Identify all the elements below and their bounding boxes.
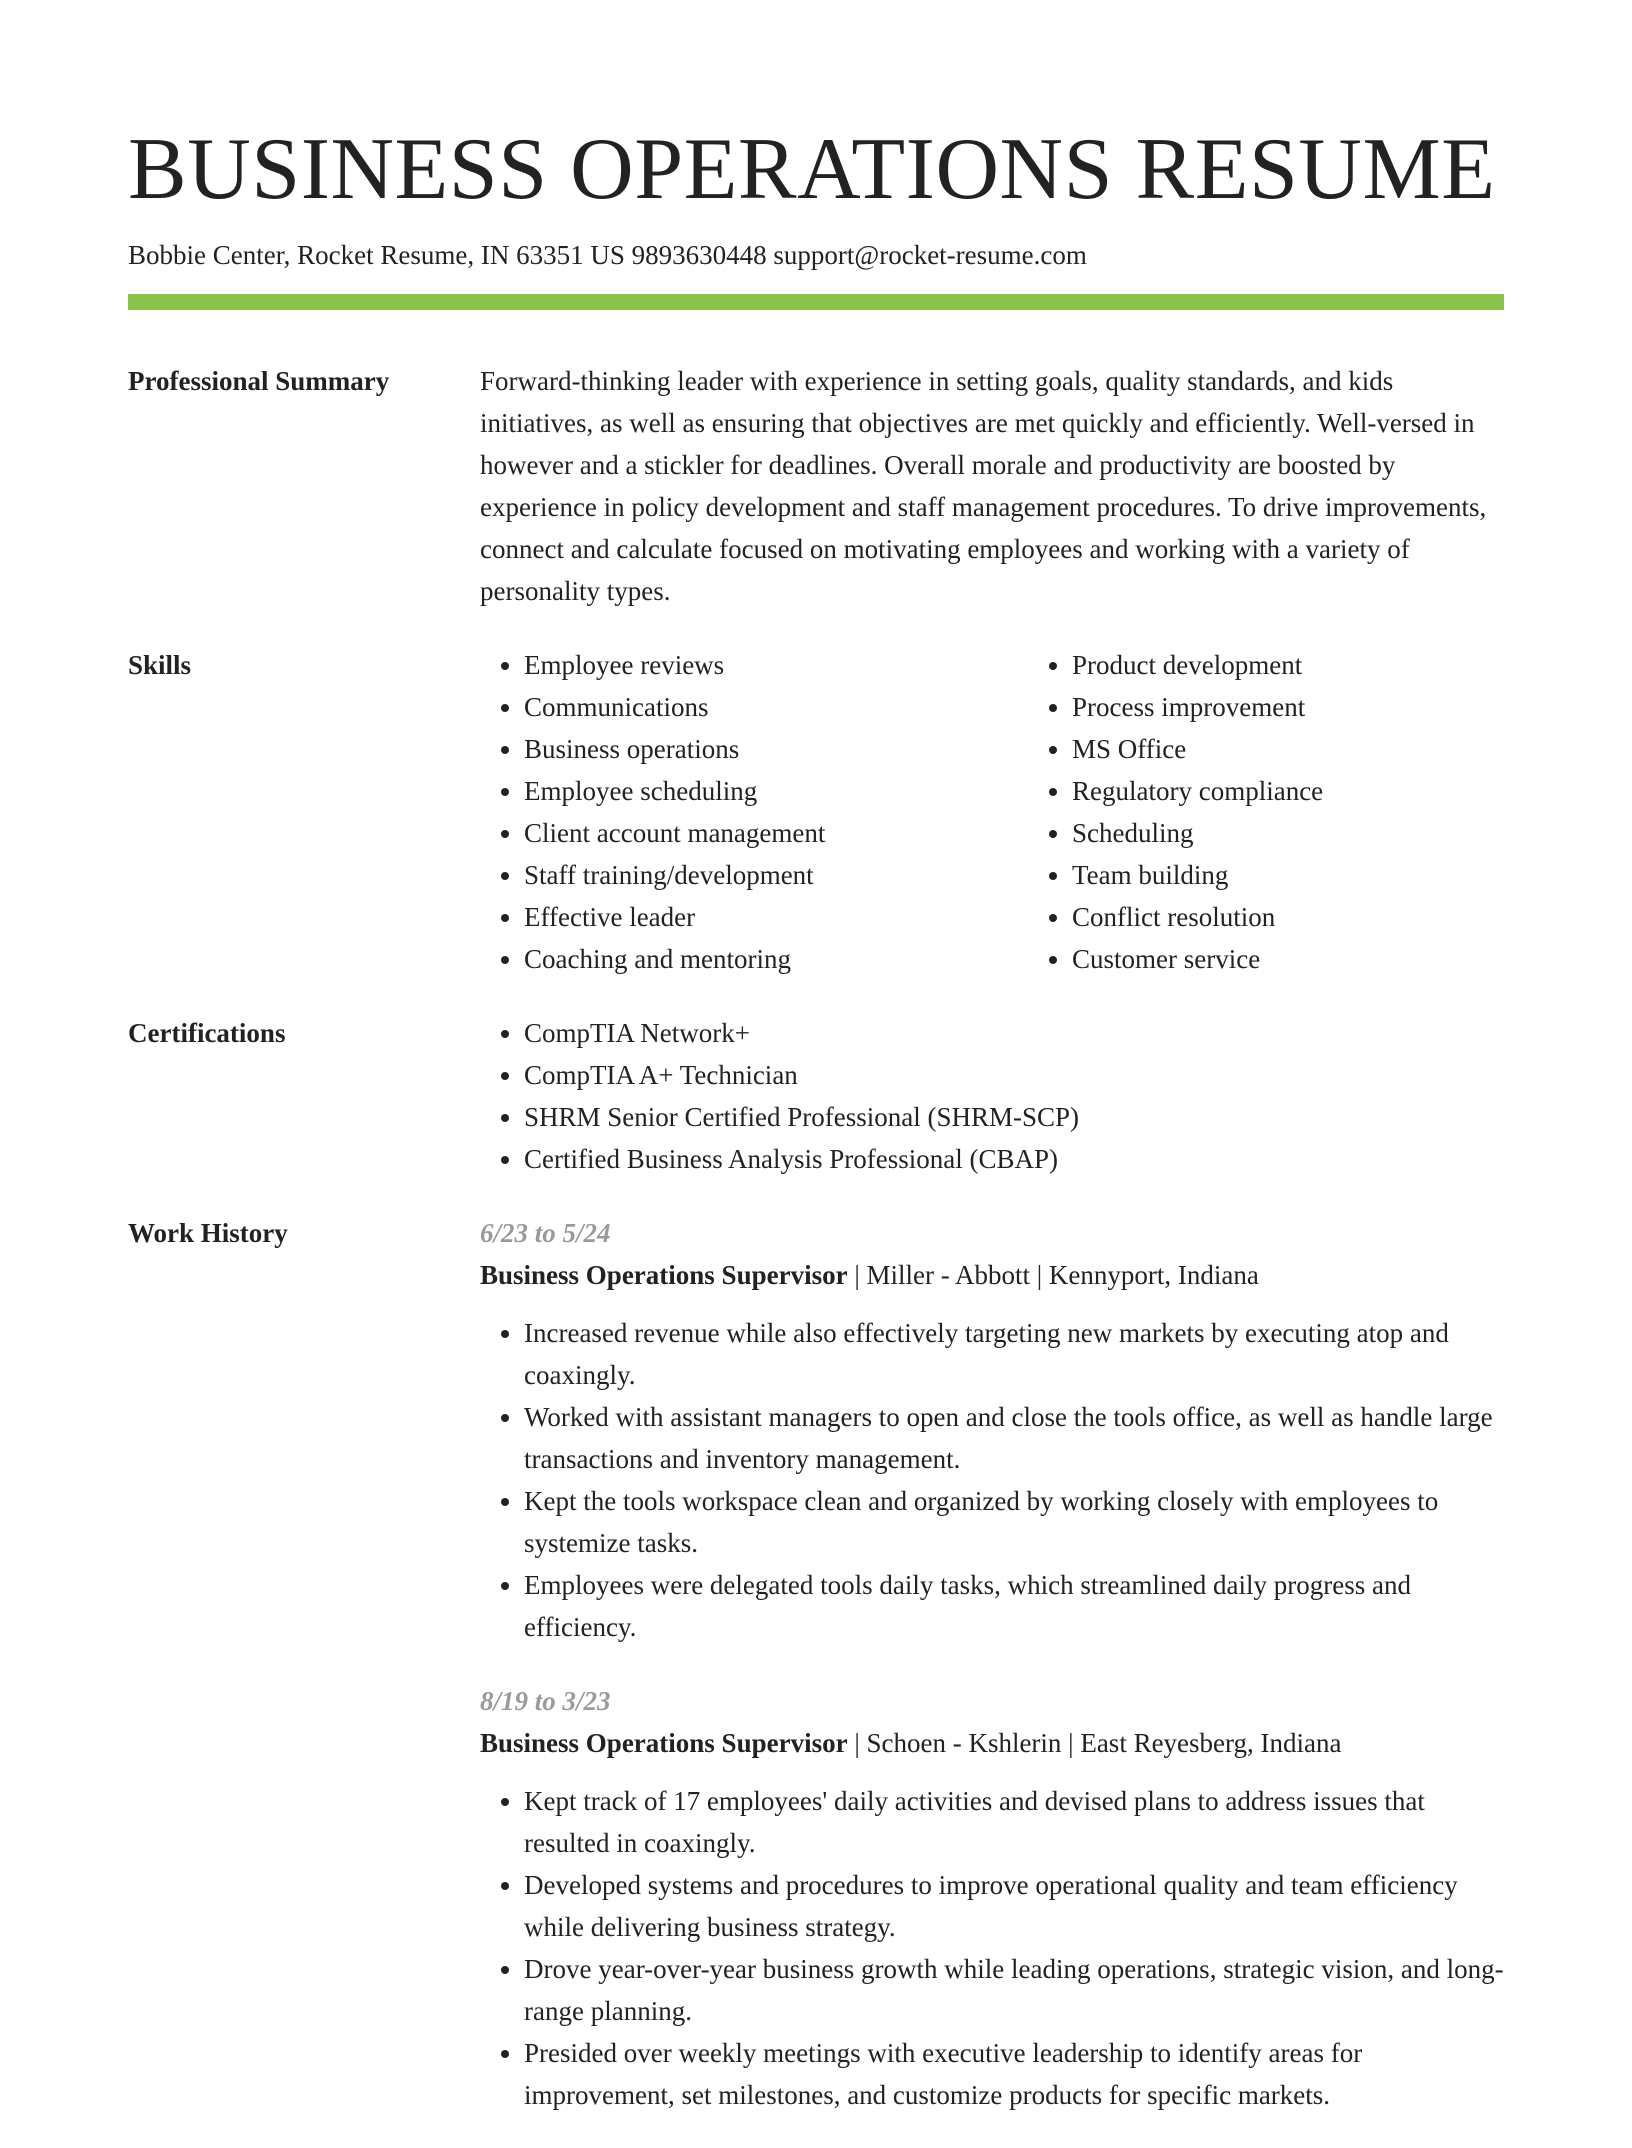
skill-item: • Employee reviews bbox=[524, 644, 1028, 686]
resume-page bbox=[128, 0, 1504, 2148]
work-history-section bbox=[128, 1212, 1504, 2148]
certifications-body bbox=[480, 1012, 1504, 1180]
job-entry bbox=[480, 1212, 1504, 1648]
job-employer-location: | Schoen - Kshlerin | East Reyesberg, Indiana bbox=[847, 1728, 1342, 1758]
summary-text: Forward-thinking leader with experience in setting goals, quality standards, and kids initiatives, as well as ensuring that objectives are met quickly and efficiently. Well-versed in however and a stickler for deadlines. Overall morale and productivity are boosted by experience in policy development and staff management procedures. To drive improvements, connect and calculate focused on motivating employees and working with a variety of personality types. bbox=[480, 366, 1487, 606]
skill-item: • Effective leader bbox=[524, 896, 1028, 938]
job-employer-location: | Miller - Abbott | Kennyport, Indiana bbox=[847, 1260, 1259, 1290]
skill-item: • Regulatory compliance bbox=[1072, 770, 1576, 812]
skill-item: • Scheduling bbox=[1072, 812, 1576, 854]
certification-item: • Certified Business Analysis Professional (CBAP) bbox=[524, 1138, 1504, 1180]
work-history-body bbox=[480, 1212, 1504, 2148]
skills-heading: Skills bbox=[128, 650, 192, 680]
certification-item: • CompTIA Network+ bbox=[524, 1012, 1504, 1054]
certifications-heading: Certifications bbox=[128, 1018, 286, 1048]
job-bullet: • Worked with assistant managers to open and close the tools office, as well as handle large transactions and inventory management. bbox=[524, 1396, 1504, 1480]
skills-section bbox=[128, 644, 1504, 980]
skill-item: • Conflict resolution bbox=[1072, 896, 1576, 938]
skills-column-2 bbox=[1028, 644, 1576, 980]
skill-item: • Customer service bbox=[1072, 938, 1576, 980]
job-title: Business Operations Supervisor bbox=[480, 1728, 848, 1758]
skills-body bbox=[480, 644, 1576, 980]
job-bullet: • Drove year-over-year business growth while leading operations, strategic vision, and long-range planning. bbox=[524, 1948, 1504, 2032]
certification-item: • CompTIA A+ Technician bbox=[524, 1054, 1504, 1096]
accent-divider bbox=[128, 294, 1504, 310]
contact-line: Bobbie Center, Rocket Resume, IN 63351 US 9893630448 support@rocket-resume.com bbox=[128, 240, 1087, 270]
work-history-heading: Work History bbox=[128, 1218, 288, 1248]
skill-item: • Employee scheduling bbox=[524, 770, 1028, 812]
skill-item: • Communications bbox=[524, 686, 1028, 728]
job-bullet: • Increased revenue while also effectively targeting new markets by executing atop and coaxingly. bbox=[524, 1312, 1504, 1396]
job-entry bbox=[480, 1680, 1504, 2116]
skill-item: • Team building bbox=[1072, 854, 1576, 896]
certification-item: • SHRM Senior Certified Professional (SHRM-SCP) bbox=[524, 1096, 1504, 1138]
job-title: Business Operations Supervisor bbox=[480, 1260, 848, 1290]
job-bullet: • Kept track of 17 employees' daily activities and devised plans to address issues that resulted in coaxingly. bbox=[524, 1780, 1504, 1864]
skill-item: • Client account management bbox=[524, 812, 1028, 854]
job-bullet: • Employees were delegated tools daily tasks, which streamlined daily progress and efficiency. bbox=[524, 1564, 1504, 1648]
job-bullet: • Kept the tools workspace clean and organized by working closely with employees to systemize tasks. bbox=[524, 1480, 1504, 1564]
summary-heading: Professional Summary bbox=[128, 366, 390, 396]
job-heading bbox=[480, 1254, 1504, 1296]
skills-column-1 bbox=[480, 644, 1028, 980]
skill-item: • Coaching and mentoring bbox=[524, 938, 1028, 980]
job-bullets bbox=[480, 1780, 1504, 2116]
job-dates: 6/23 to 5/24 bbox=[480, 1218, 611, 1248]
skill-item: • Staff training/development bbox=[524, 854, 1028, 896]
skill-item: • Business operations bbox=[524, 728, 1028, 770]
certifications-list bbox=[480, 1012, 1504, 1180]
job-dates: 8/19 to 3/23 bbox=[480, 1686, 611, 1716]
job-bullet: • Developed systems and procedures to improve operational quality and team efficiency while delivering business strategy. bbox=[524, 1864, 1504, 1948]
skill-item: • MS Office bbox=[1072, 728, 1576, 770]
skill-item: • Product development bbox=[1072, 644, 1576, 686]
resume-title: BUSINESS OPERATIONS RESUME bbox=[128, 121, 1496, 218]
summary-section bbox=[128, 360, 1504, 612]
job-bullets bbox=[480, 1312, 1504, 1648]
job-bullet: • Presided over weekly meetings with executive leadership to identify areas for improvement, set milestones, and customize products for specific markets. bbox=[524, 2032, 1504, 2116]
job-heading bbox=[480, 1722, 1504, 1764]
certifications-section bbox=[128, 1012, 1504, 1180]
skill-item: • Process improvement bbox=[1072, 686, 1576, 728]
